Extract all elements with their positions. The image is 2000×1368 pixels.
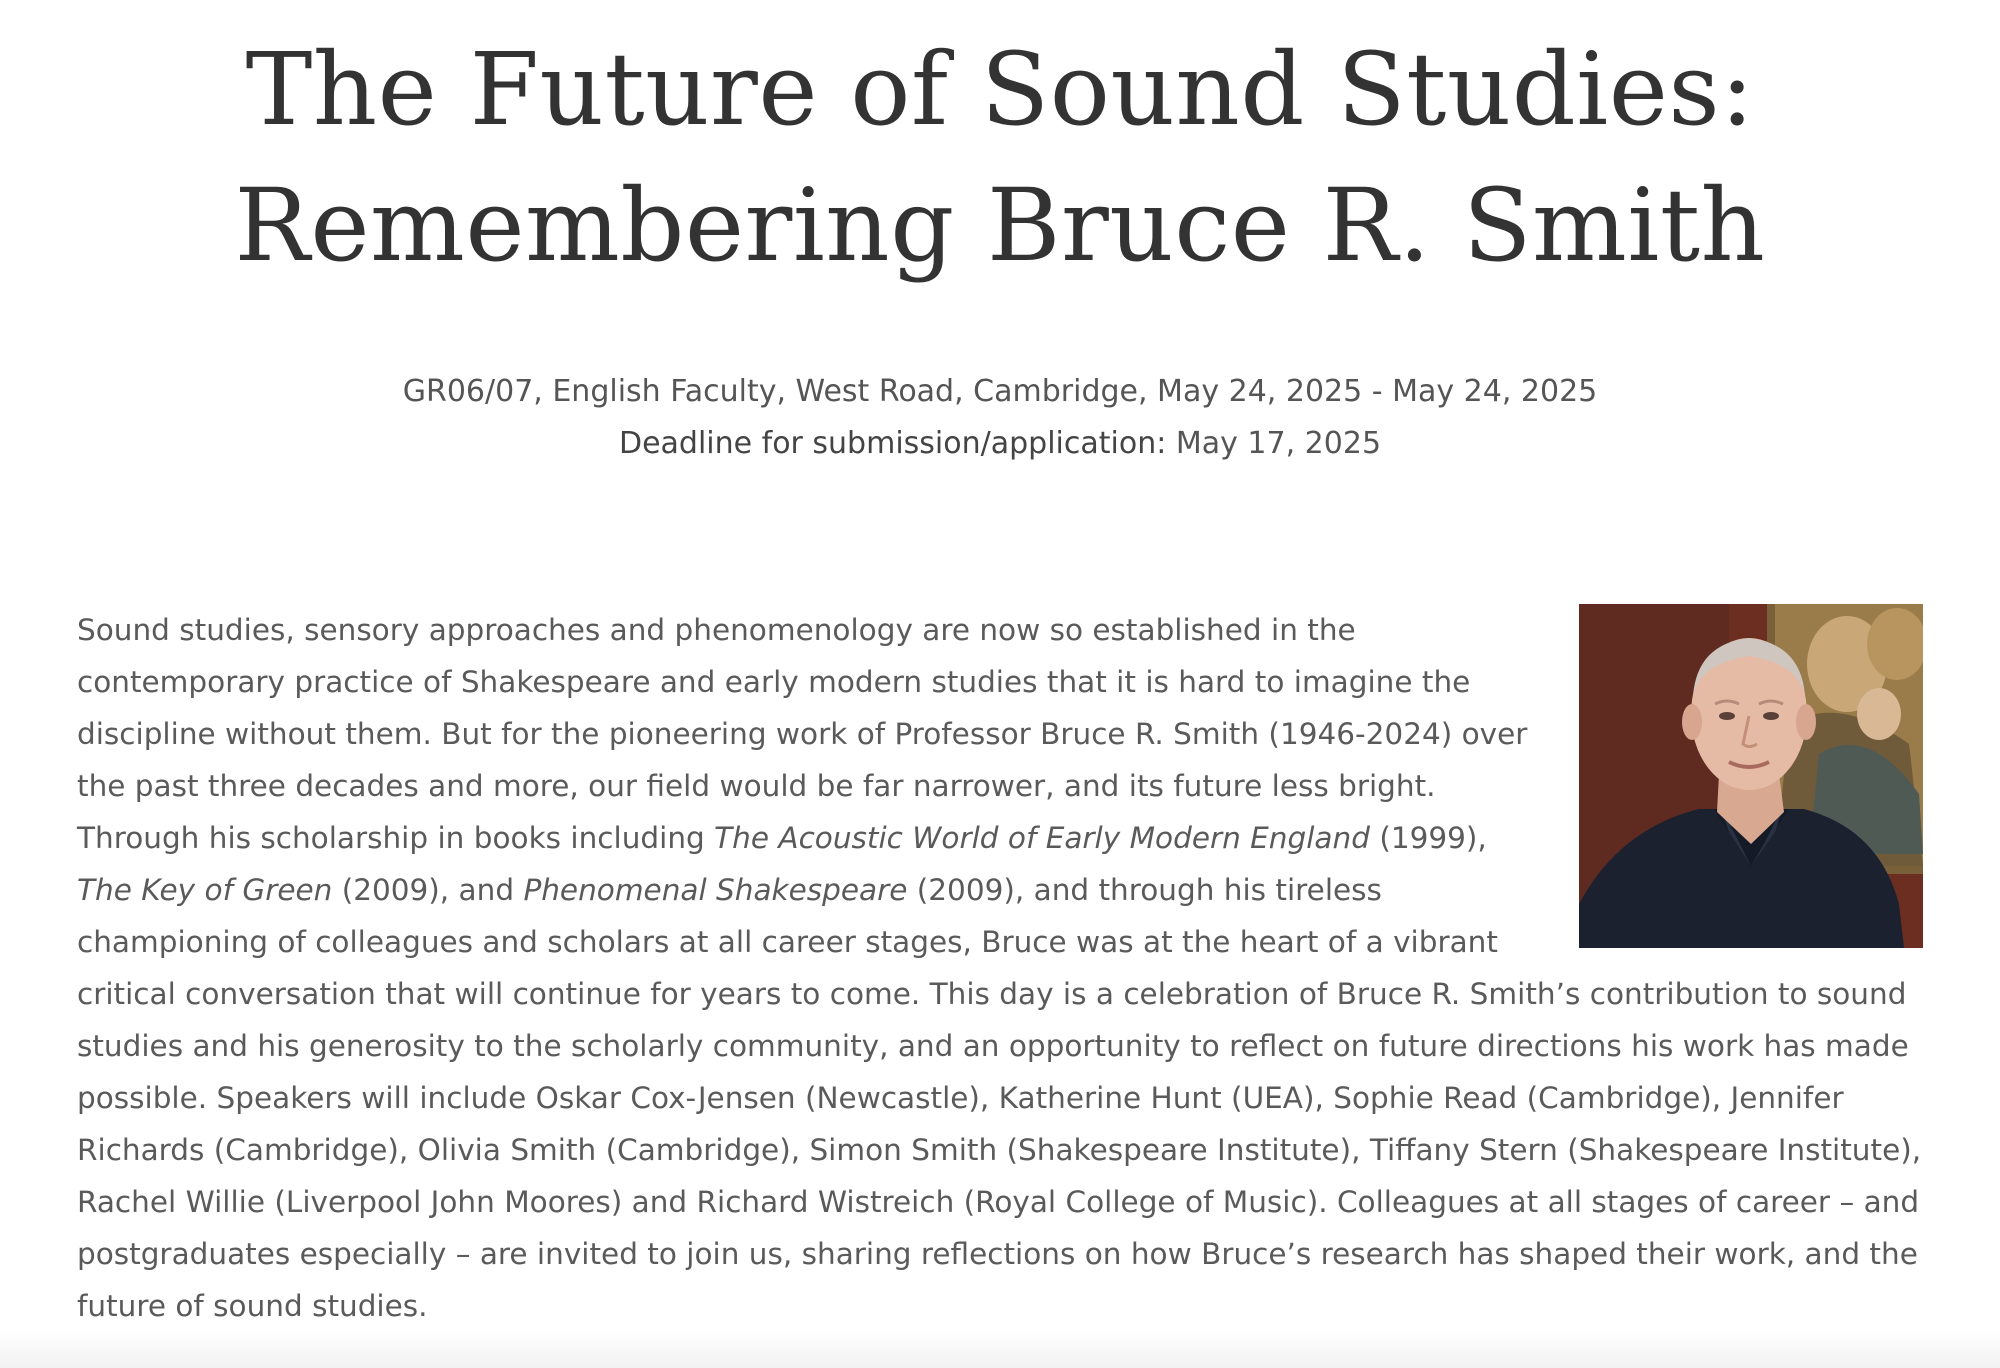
deadline-row [0,418,2000,470]
book-title-phenomenal-shakespeare: Phenomenal Shakespeare [523,873,908,907]
deadline-value: May 17, 2025 [1175,426,1382,461]
description-part-2: (1999), [1369,821,1487,855]
description-part-1: Sound studies, sensory approaches and phenomenology are now so established in the contemporary practice of Shakespeare and early modern studies that it is hard to imagine the discipline without them. But for the pioneering work of Professor Bruce R. Smith (1946-2024) over the past three decades and more, our field would be far narrower, and its future less bright. Through his scholarship in books including [77,613,1528,855]
bottom-fade [0,1330,2000,1368]
description-part-3: (2009), and [332,873,524,907]
event-description [77,604,1923,1332]
description-part-4: (2009), and through his tireless championing of colleagues and scholars at all career stages, Bruce was at the heart of a vibrant critical conversation that will continue for years to come. This day is a celebration of Bruce R. Smith’s contribution to sound studies and his generosity to the scholarly community, and an opportunity to reflect on future directions his work has made possible. Speakers will include Oskar Cox-Jensen (Newcastle), Katherine Hunt (UEA), Sophie Read (Cambridge), Jennifer Richards (Cambridge), Olivia Smith (Cambridge), Simon Smith (Shakespeare Institute), Tiffany Stern (Shakespeare Institute), Rachel Willie (Liverpool John Moores) and Richard Wistreich (Royal College of Music). Colleagues at all stages of career – and postgraduates especially – are invited to join us, sharing reflections on how Bruce’s research has shaped their work, and the future of sound studies. [77,873,1922,1323]
title-line-2: Remembering Bruce R. Smith [234,167,1766,284]
portrait-icon [1579,604,1923,948]
page-title [0,22,2000,294]
location-date: GR06/07, English Faculty, West Road, Cambridge, May 24, 2025 - May 24, 2025 [402,374,1598,409]
event-meta [0,366,2000,470]
portrait-photo [1579,604,1923,948]
title-line-1: The Future of Sound Studies: [245,31,1755,148]
book-title-key-of-green: The Key of Green [77,873,333,907]
deadline-label: Deadline for submission/application: [618,426,1167,461]
book-title-acoustic-world: The Acoustic World of Early Modern England [714,821,1370,855]
